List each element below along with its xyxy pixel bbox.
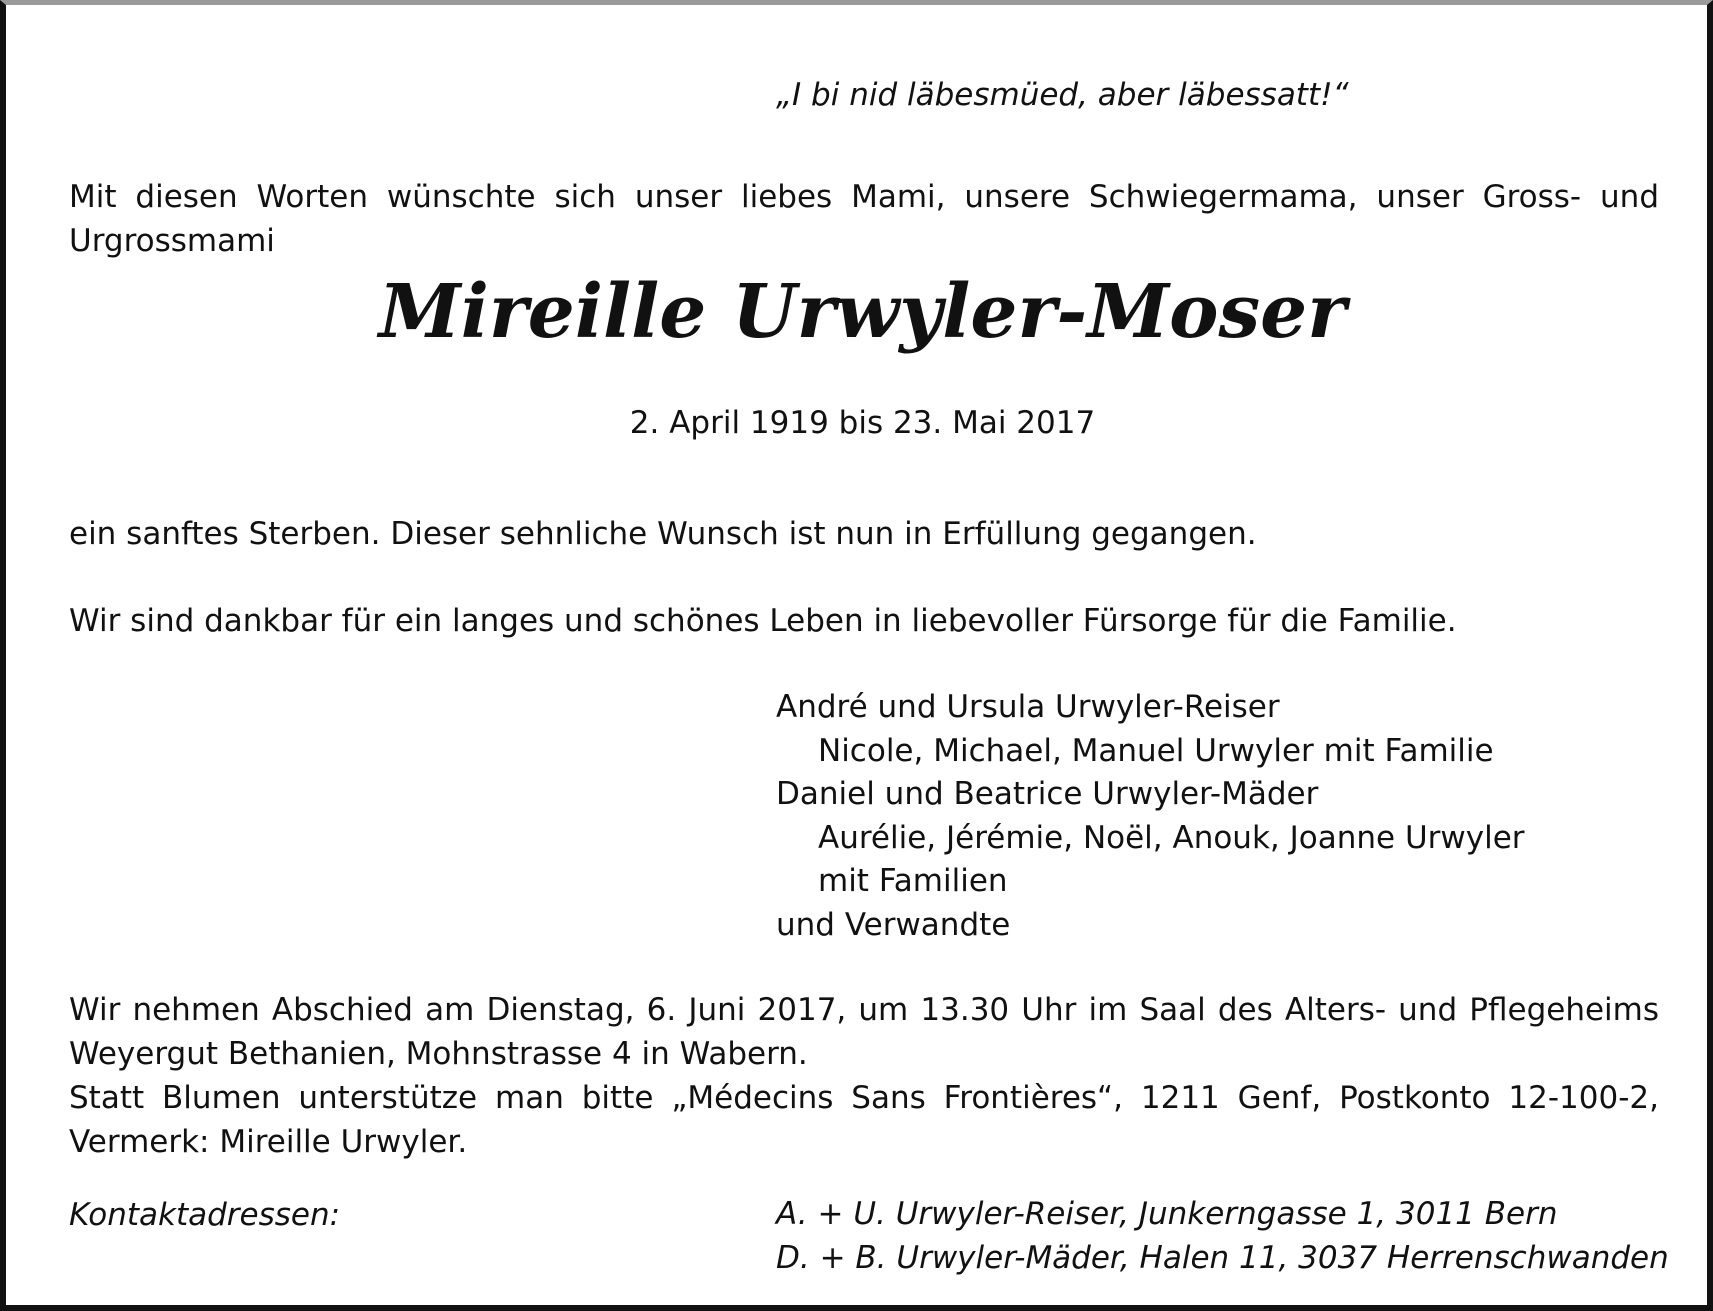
paragraph-wish: ein sanftes Sterben. Dieser sehnliche Wunsch ist nun in Erfüllung gegangen. [69,516,1257,552]
intro-text: Mit diesen Worten wünschte sich unser liebes Mami, unsere Schwiegermama, unser Gross- und Urgrossmami [69,179,1659,259]
family-line: und Verwandte [776,906,1011,943]
family-line: Aurélie, Jérémie, Noël, Anouk, Joanne Urwyler [818,819,1525,856]
life-dates: 2. April 1919 bis 23. Mai 2017 [629,405,1096,441]
family-line: Nicole, Michael, Manuel Urwyler mit Familie [818,732,1494,769]
deceased-name: Mireille Urwyler-Moser [378,269,1347,355]
contact-address: A. + U. Urwyler-Reiser, Junkerngasse 1, 3011 Bern [776,1196,1558,1232]
contact-addresses [776,1193,1669,1280]
family-line: Daniel und Beatrice Urwyler-Mäder [776,776,1319,812]
family-line: mit Familien [818,863,1008,899]
donation-text: Statt Blumen unterstütze man bitte „Médecins Sans Frontières“, 1211 Genf, Postkonto 12-100-2, Vermerk: Mireille Urwyler. [69,1080,1659,1160]
farewell-text: Wir nehmen Abschied am Dienstag, 6. Juni 2017, um 13.30 Uhr im Saal des Alters- und Pflegeheims Weyergut Bethanien, Mohnstrasse 4 in Wabern. [69,992,1659,1072]
family-list [776,686,1525,947]
paragraph-gratitude: Wir sind dankbar für ein langes und schönes Leben in liebevoller Fürsorge für die Familie. [69,603,1457,639]
motto-quote: „I bi nid läbesmüed, aber läbessatt!“ [776,77,1349,113]
contact-label: Kontaktadressen: [69,1197,341,1233]
farewell-block [69,988,1659,1164]
family-line: André und Ursula Urwyler-Reiser [776,689,1280,725]
contact-address: D. + B. Urwyler-Mäder, Halen 11, 3037 Herrenschwanden [776,1239,1669,1276]
